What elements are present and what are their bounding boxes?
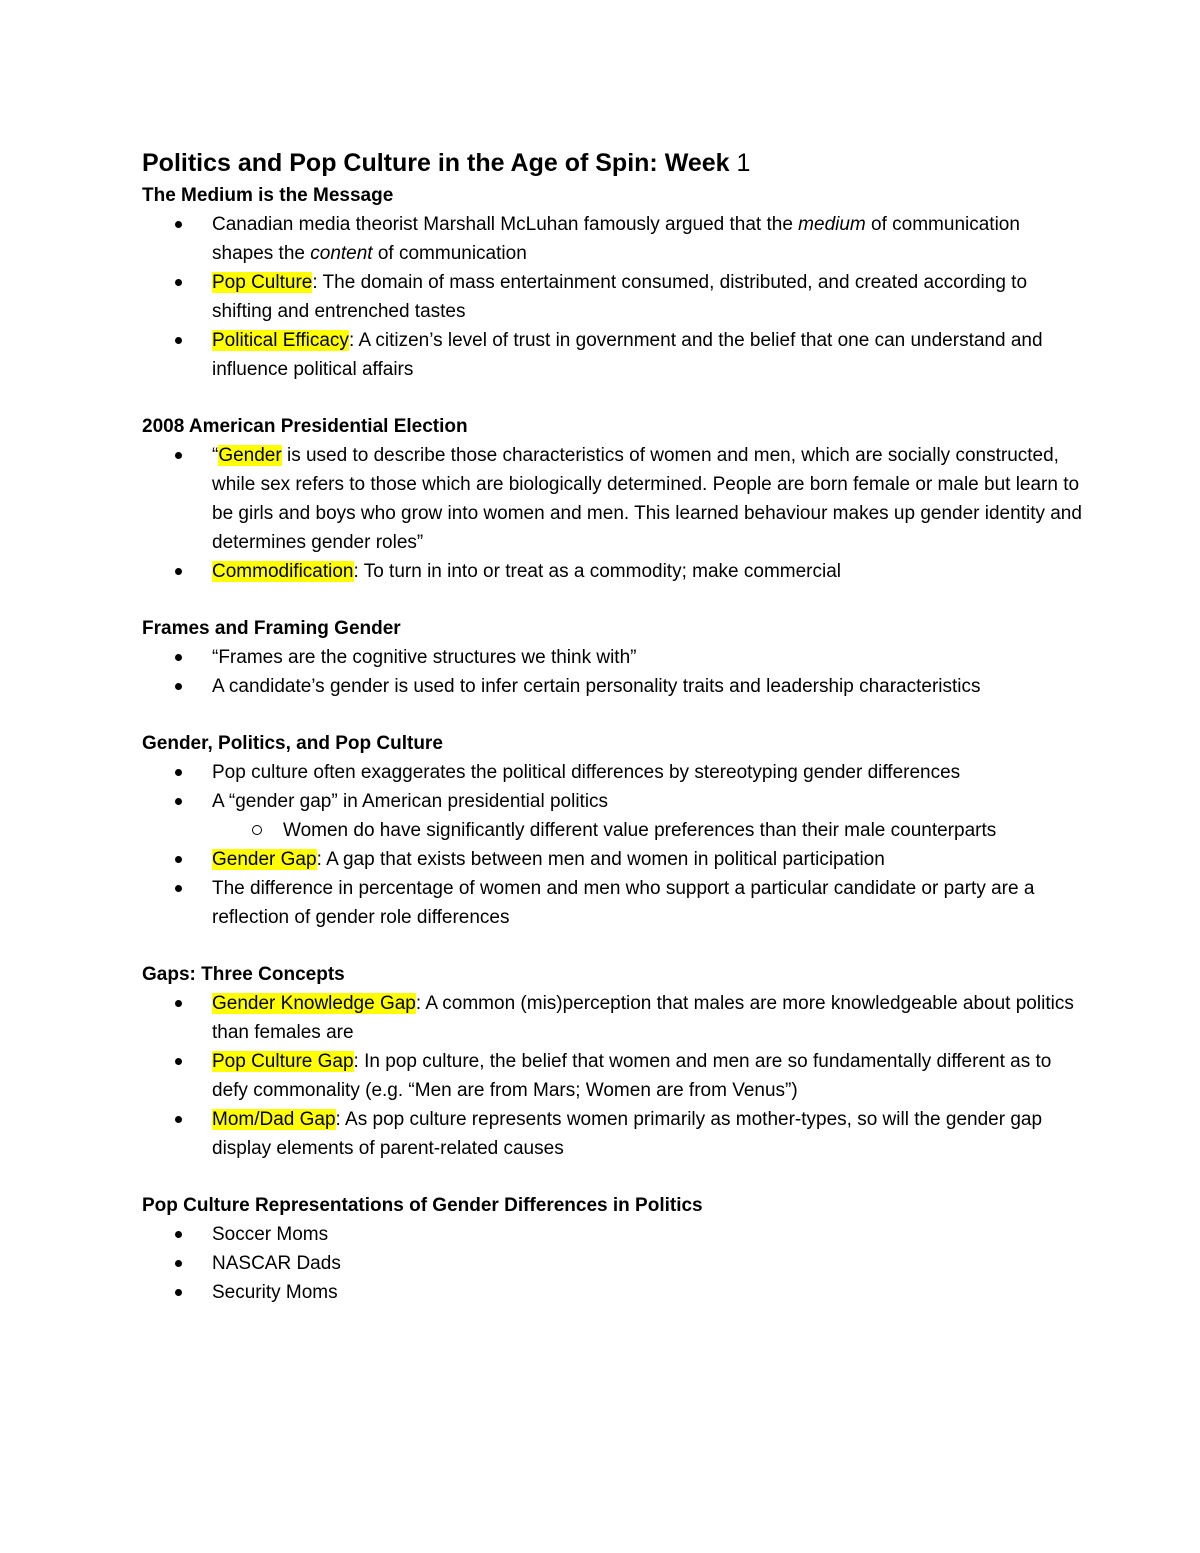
item-text: NASCAR Dads (212, 1253, 341, 1274)
list-item (142, 1220, 1082, 1249)
bullet-list (142, 1220, 1082, 1307)
list-item (142, 326, 1082, 384)
item-text: A “gender gap” in American presidential politics (212, 791, 609, 812)
highlighted-term: Mom/Dad Gap (212, 1109, 336, 1130)
bullet-list (142, 210, 1082, 384)
item-text: : As pop culture represents women primarily as mother-types, so will the gender gap display elements of parent-related causes (212, 1109, 1043, 1159)
bullet-icon (175, 1231, 182, 1238)
bullet-icon (175, 654, 182, 661)
item-text: Soccer Moms (212, 1224, 329, 1245)
item-text: Women do have significantly different value preferences than their male counterparts (283, 820, 997, 841)
item-text: “Frames are the cognitive structures we think with” (212, 647, 637, 668)
item-text: : A common (mis)perception that males are more knowledgeable about politics than females are (212, 993, 1074, 1043)
sub-bullet-list (212, 816, 1082, 845)
section-heading: The Medium is the Message (142, 185, 394, 206)
bullet-icon (175, 683, 182, 690)
bullet-icon (175, 1116, 182, 1123)
list-item (142, 210, 1082, 268)
bullet-icon (175, 279, 182, 286)
section-heading: 2008 American Presidential Election (142, 416, 468, 437)
bullet-icon (175, 1000, 182, 1007)
list-item (142, 1047, 1082, 1105)
highlighted-term: Pop Culture Gap (212, 1051, 354, 1072)
item-text: : In pop culture, the belief that women and men are so fundamentally different as to defy commonality (e.g. “Men are from Mars; Women are from Venus”) (212, 1051, 1052, 1101)
item-text: is used to describe those characteristics of women and men, which are socially constructed, while sex refers to those which are biologically determined. People are born female or male but learn to be girls and boys who grow into women and men. This learned behaviour makes up gender identity and determines gender roles” (212, 445, 1082, 553)
bullet-icon (175, 1058, 182, 1065)
item-emphasis: content (310, 243, 373, 264)
item-text: : To turn in into or treat as a commodity; make commercial (353, 561, 841, 582)
item-text: The difference in percentage of women and men who support a particular candidate or party are a reflection of gender role differences (212, 878, 1035, 928)
highlighted-term: Gender (218, 445, 282, 466)
item-emphasis: medium (798, 214, 866, 235)
list-item (142, 1105, 1082, 1163)
document-title (142, 148, 1082, 178)
document-page (142, 148, 1082, 1335)
bullet-list (142, 643, 1082, 701)
bullet-icon (175, 1260, 182, 1267)
item-text: A candidate’s gender is used to infer certain personality traits and leadership characteristics (212, 676, 981, 697)
section-gaps-three-concepts (142, 960, 1082, 1163)
list-item (142, 874, 1082, 932)
section-2008-election (142, 412, 1082, 586)
document-title-text: Politics and Pop Culture in the Age of Spin: Week (142, 149, 730, 177)
bullet-icon (175, 568, 182, 575)
list-item (142, 1249, 1082, 1278)
bullet-icon (175, 1289, 182, 1296)
list-item (142, 845, 1082, 874)
item-text: : A gap that exists between men and women in political participation (316, 849, 885, 870)
section-heading: Gaps: Three Concepts (142, 964, 345, 985)
highlighted-term: Political Efficacy (212, 330, 349, 351)
item-text: of communication shapes the (212, 214, 1020, 264)
bullet-icon (175, 452, 182, 459)
item-text: of communication (372, 243, 527, 264)
bullet-list (142, 758, 1082, 932)
section-gender-politics-pop-culture (142, 729, 1082, 932)
list-item (142, 557, 1082, 586)
sub-list-item (212, 816, 1082, 845)
bullet-icon (175, 769, 182, 776)
bullet-icon (175, 885, 182, 892)
highlighted-term: Gender Knowledge Gap (212, 993, 416, 1014)
list-item (142, 643, 1082, 672)
highlighted-term: Pop Culture (212, 272, 313, 293)
section-heading: Pop Culture Representations of Gender Differences in Politics (142, 1195, 703, 1216)
item-text: Security Moms (212, 1282, 338, 1303)
list-item (142, 1278, 1082, 1307)
section-frames-framing-gender (142, 614, 1082, 701)
list-item (142, 758, 1082, 787)
bullet-list (142, 989, 1082, 1163)
list-item (142, 787, 1082, 845)
hollow-bullet-icon (252, 825, 262, 835)
section-medium-is-message (142, 181, 1082, 384)
list-item (142, 441, 1082, 557)
document-title-week-number: 1 (736, 149, 751, 177)
item-text: : The domain of mass entertainment consumed, distributed, and created according to shifting and entrenched tastes (212, 272, 1028, 322)
item-text: “ (212, 445, 219, 466)
section-heading: Frames and Framing Gender (142, 618, 401, 639)
bullet-list (142, 441, 1082, 586)
bullet-icon (175, 221, 182, 228)
item-text: Canadian media theorist Marshall McLuhan famously argued that the (212, 214, 799, 235)
list-item (142, 989, 1082, 1047)
highlighted-term: Commodification (212, 561, 354, 582)
bullet-icon (175, 337, 182, 344)
list-item (142, 268, 1082, 326)
bullet-icon (175, 798, 182, 805)
section-pop-culture-representations (142, 1191, 1082, 1307)
highlighted-term: Gender Gap (212, 849, 317, 870)
item-text: Pop culture often exaggerates the political differences by stereotyping gender differences (212, 762, 961, 783)
item-text: : A citizen’s level of trust in government and the belief that one can understand and influence political affairs (212, 330, 1043, 380)
bullet-icon (175, 856, 182, 863)
section-heading: Gender, Politics, and Pop Culture (142, 733, 443, 754)
list-item (142, 672, 1082, 701)
